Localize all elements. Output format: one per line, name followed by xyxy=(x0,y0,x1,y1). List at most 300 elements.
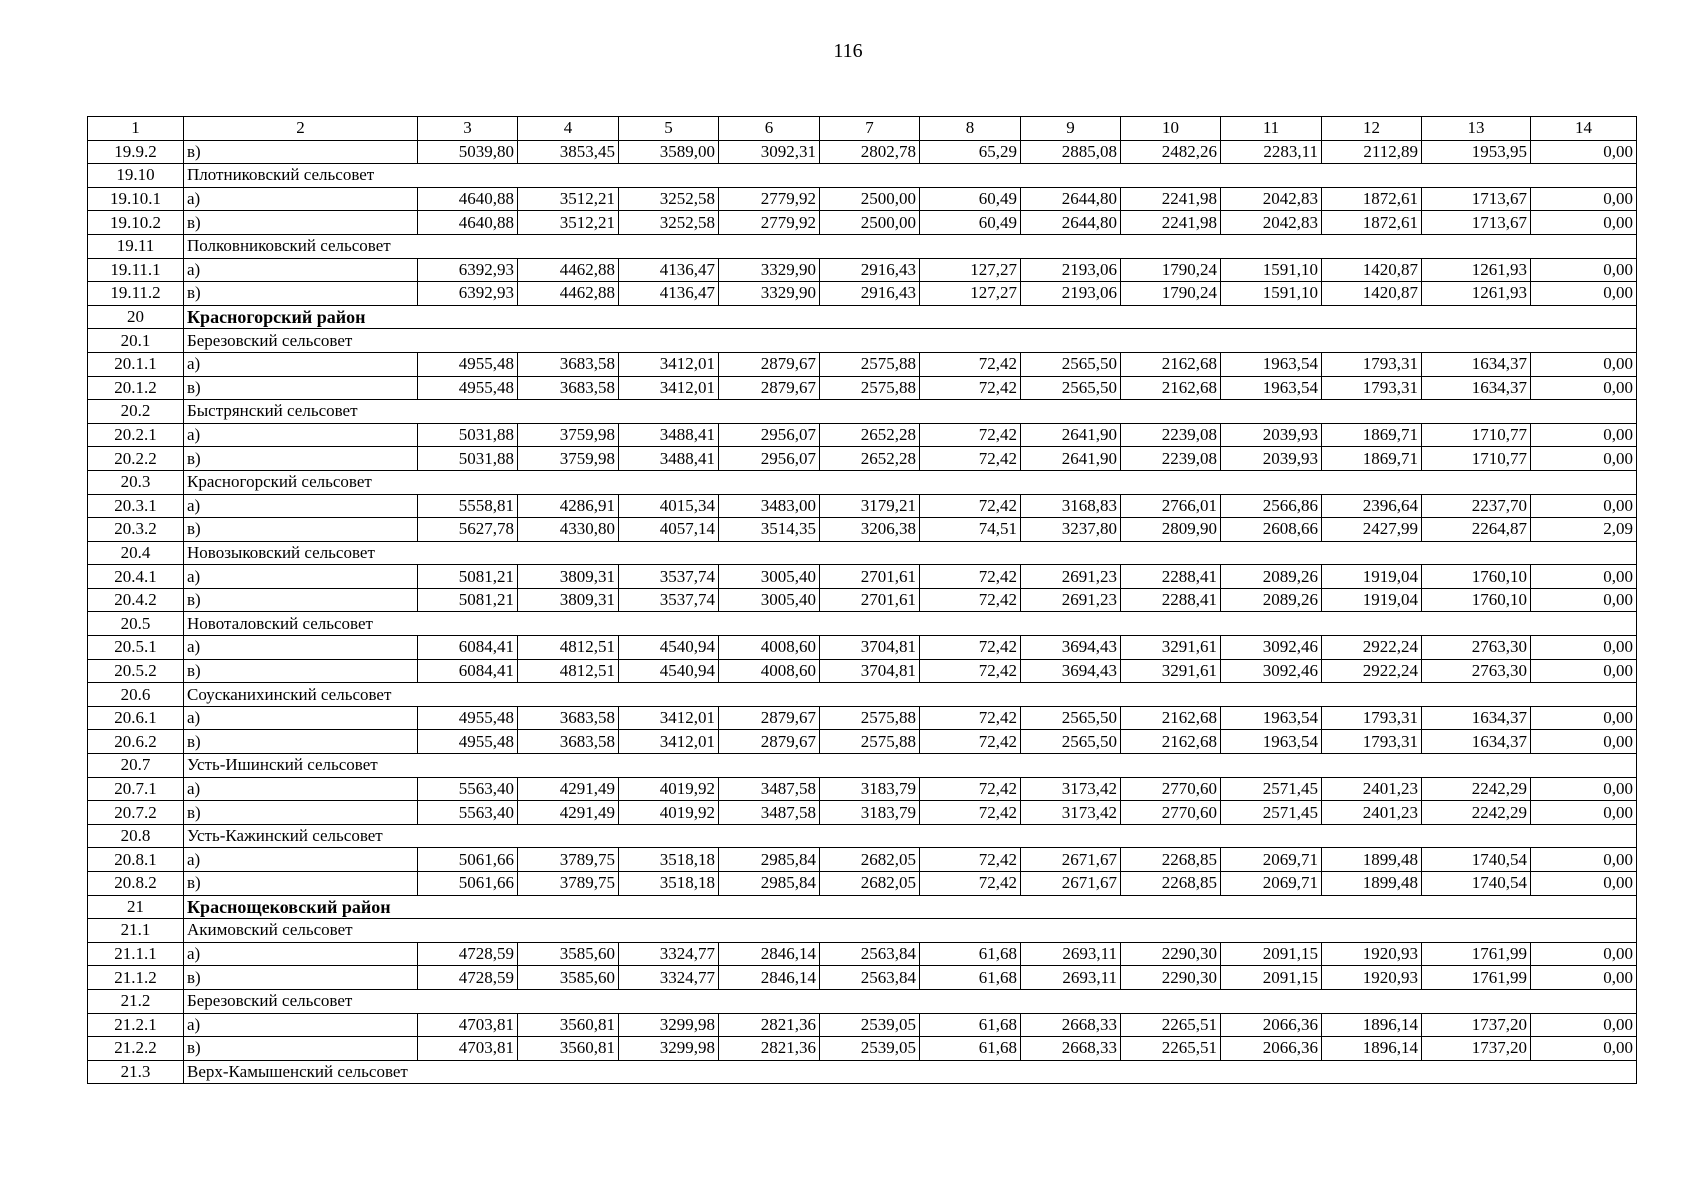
value-cell: 6392,93 xyxy=(418,282,518,306)
value-cell: 3518,18 xyxy=(619,872,719,896)
value-cell: 2162,68 xyxy=(1121,376,1221,400)
value-cell: 2239,08 xyxy=(1121,447,1221,471)
section-row xyxy=(88,234,1637,258)
value-cell: 4955,48 xyxy=(418,730,518,754)
value-cell: 3537,74 xyxy=(619,565,719,589)
section-row xyxy=(88,1060,1637,1084)
value-cell: 2265,51 xyxy=(1121,1037,1221,1061)
value-cell: 1737,20 xyxy=(1422,1037,1531,1061)
value-cell: 2242,29 xyxy=(1422,777,1531,801)
row-code: 20.1.1 xyxy=(88,352,184,376)
column-number-header: 9 xyxy=(1021,117,1121,141)
value-cell: 2563,84 xyxy=(820,966,920,990)
page-number: 116 xyxy=(833,40,863,62)
value-cell: 1737,20 xyxy=(1422,1013,1531,1037)
value-cell: 72,42 xyxy=(920,423,1021,447)
value-cell: 2162,68 xyxy=(1121,706,1221,730)
value-cell: 3560,81 xyxy=(518,1037,619,1061)
value-cell: 4019,92 xyxy=(619,777,719,801)
row-code: 20.5.2 xyxy=(88,659,184,683)
value-cell: 3512,21 xyxy=(518,187,619,211)
value-cell: 5031,88 xyxy=(418,423,518,447)
value-cell: 2162,68 xyxy=(1121,352,1221,376)
value-cell: 4640,88 xyxy=(418,187,518,211)
value-cell: 2922,24 xyxy=(1322,636,1422,660)
value-cell: 3005,40 xyxy=(719,588,820,612)
value-cell: 2237,70 xyxy=(1422,494,1531,518)
value-cell: 4955,48 xyxy=(418,352,518,376)
value-cell: 1963,54 xyxy=(1221,376,1322,400)
value-cell: 4955,48 xyxy=(418,376,518,400)
value-cell: 2641,90 xyxy=(1021,447,1121,471)
value-cell: 2288,41 xyxy=(1121,565,1221,589)
value-cell: 0,00 xyxy=(1531,636,1637,660)
row-label: а) xyxy=(184,636,418,660)
value-cell: 2691,23 xyxy=(1021,565,1121,589)
value-cell: 0,00 xyxy=(1531,140,1637,164)
value-cell: 127,27 xyxy=(920,282,1021,306)
value-cell: 3560,81 xyxy=(518,1013,619,1037)
table-row xyxy=(88,872,1637,896)
value-cell: 4540,94 xyxy=(619,659,719,683)
value-cell: 2575,88 xyxy=(820,706,920,730)
value-cell: 3412,01 xyxy=(619,730,719,754)
value-cell: 72,42 xyxy=(920,376,1021,400)
row-label: в) xyxy=(184,211,418,235)
value-cell: 1869,71 xyxy=(1322,447,1422,471)
table-row xyxy=(88,659,1637,683)
column-number-header: 10 xyxy=(1121,117,1221,141)
value-cell: 2482,26 xyxy=(1121,140,1221,164)
district-row xyxy=(88,305,1637,329)
value-cell: 2239,08 xyxy=(1121,423,1221,447)
table-row xyxy=(88,258,1637,282)
row-code: 19.10.1 xyxy=(88,187,184,211)
settlement-name: Березовский сельсовет xyxy=(184,989,1637,1013)
column-number-header: 8 xyxy=(920,117,1021,141)
value-cell: 3183,79 xyxy=(820,801,920,825)
header-row xyxy=(88,117,1637,141)
settlement-name: Красногорский сельсовет xyxy=(184,470,1637,494)
table-row xyxy=(88,706,1637,730)
value-cell: 2565,50 xyxy=(1021,730,1121,754)
value-cell: 1760,10 xyxy=(1422,565,1531,589)
section-row xyxy=(88,612,1637,636)
value-cell: 2290,30 xyxy=(1121,966,1221,990)
section-row xyxy=(88,919,1637,943)
value-cell: 3704,81 xyxy=(820,636,920,660)
value-cell: 3206,38 xyxy=(820,518,920,542)
value-cell: 2682,05 xyxy=(820,848,920,872)
value-cell: 2091,15 xyxy=(1221,942,1322,966)
row-code: 20.1 xyxy=(88,329,184,353)
value-cell: 1963,54 xyxy=(1221,706,1322,730)
value-cell: 5558,81 xyxy=(418,494,518,518)
value-cell: 0,00 xyxy=(1531,1037,1637,1061)
value-cell: 0,00 xyxy=(1531,777,1637,801)
row-label: в) xyxy=(184,801,418,825)
row-label: а) xyxy=(184,565,418,589)
value-cell: 1872,61 xyxy=(1322,211,1422,235)
value-cell: 3291,61 xyxy=(1121,636,1221,660)
value-cell: 3694,43 xyxy=(1021,636,1121,660)
value-cell: 5061,66 xyxy=(418,872,518,896)
table-row xyxy=(88,494,1637,518)
value-cell: 2770,60 xyxy=(1121,801,1221,825)
value-cell: 61,68 xyxy=(920,942,1021,966)
row-label: а) xyxy=(184,942,418,966)
value-cell: 4540,94 xyxy=(619,636,719,660)
value-cell: 0,00 xyxy=(1531,494,1637,518)
value-cell: 72,42 xyxy=(920,659,1021,683)
value-cell: 3683,58 xyxy=(518,730,619,754)
value-cell: 2652,28 xyxy=(820,423,920,447)
value-cell: 127,27 xyxy=(920,258,1021,282)
value-cell: 0,00 xyxy=(1531,706,1637,730)
value-cell: 3173,42 xyxy=(1021,777,1121,801)
value-cell: 2500,00 xyxy=(820,187,920,211)
value-cell: 2575,88 xyxy=(820,352,920,376)
table-row xyxy=(88,282,1637,306)
row-code: 20.5.1 xyxy=(88,636,184,660)
value-cell: 2701,61 xyxy=(820,588,920,612)
value-cell: 2691,23 xyxy=(1021,588,1121,612)
value-cell: 2821,36 xyxy=(719,1013,820,1037)
column-number-header: 2 xyxy=(184,117,418,141)
value-cell: 2770,60 xyxy=(1121,777,1221,801)
value-cell: 2956,07 xyxy=(719,447,820,471)
value-cell: 2565,50 xyxy=(1021,706,1121,730)
row-label: а) xyxy=(184,187,418,211)
value-cell: 2162,68 xyxy=(1121,730,1221,754)
value-cell: 1963,54 xyxy=(1221,730,1322,754)
value-cell: 0,00 xyxy=(1531,211,1637,235)
value-cell: 2039,93 xyxy=(1221,423,1322,447)
section-row xyxy=(88,754,1637,778)
column-number-header: 1 xyxy=(88,117,184,141)
value-cell: 72,42 xyxy=(920,801,1021,825)
value-cell: 2575,88 xyxy=(820,376,920,400)
value-cell: 3299,98 xyxy=(619,1013,719,1037)
value-cell: 1793,31 xyxy=(1322,352,1422,376)
value-cell: 1713,67 xyxy=(1422,211,1531,235)
value-cell: 1920,93 xyxy=(1322,966,1422,990)
value-cell: 2763,30 xyxy=(1422,659,1531,683)
row-label: в) xyxy=(184,588,418,612)
value-cell: 2268,85 xyxy=(1121,872,1221,896)
value-cell: 2039,93 xyxy=(1221,447,1322,471)
value-cell: 4703,81 xyxy=(418,1013,518,1037)
value-cell: 1740,54 xyxy=(1422,848,1531,872)
row-code: 19.10 xyxy=(88,164,184,188)
value-cell: 72,42 xyxy=(920,848,1021,872)
value-cell: 2193,06 xyxy=(1021,258,1121,282)
row-code: 20.5 xyxy=(88,612,184,636)
value-cell: 1963,54 xyxy=(1221,352,1322,376)
value-cell: 1896,14 xyxy=(1322,1037,1422,1061)
row-code: 20.6.2 xyxy=(88,730,184,754)
table-row xyxy=(88,588,1637,612)
value-cell: 2922,24 xyxy=(1322,659,1422,683)
row-label: в) xyxy=(184,659,418,683)
value-cell: 1793,31 xyxy=(1322,730,1422,754)
settlement-name: Усть-Кажинский сельсовет xyxy=(184,824,1637,848)
table-row xyxy=(88,565,1637,589)
value-cell: 4728,59 xyxy=(418,966,518,990)
row-code: 20.6.1 xyxy=(88,706,184,730)
value-cell: 2091,15 xyxy=(1221,966,1322,990)
section-row xyxy=(88,164,1637,188)
value-cell: 3324,77 xyxy=(619,966,719,990)
column-number-header: 4 xyxy=(518,117,619,141)
section-row xyxy=(88,824,1637,848)
value-cell: 1634,37 xyxy=(1422,730,1531,754)
row-code: 20.1.2 xyxy=(88,376,184,400)
settlement-name: Быстрянский сельсовет xyxy=(184,400,1637,424)
value-cell: 4330,80 xyxy=(518,518,619,542)
row-code: 19.10.2 xyxy=(88,211,184,235)
section-row xyxy=(88,329,1637,353)
value-cell: 2644,80 xyxy=(1021,211,1121,235)
value-cell: 60,49 xyxy=(920,187,1021,211)
value-cell: 3809,31 xyxy=(518,565,619,589)
value-cell: 4812,51 xyxy=(518,636,619,660)
value-cell: 2682,05 xyxy=(820,872,920,896)
value-cell: 2066,36 xyxy=(1221,1013,1322,1037)
value-cell: 2809,90 xyxy=(1121,518,1221,542)
table-row xyxy=(88,187,1637,211)
value-cell: 3168,83 xyxy=(1021,494,1121,518)
value-cell: 2265,51 xyxy=(1121,1013,1221,1037)
value-cell: 1634,37 xyxy=(1422,352,1531,376)
value-cell: 3589,00 xyxy=(619,140,719,164)
column-number-header: 11 xyxy=(1221,117,1322,141)
value-cell: 2956,07 xyxy=(719,423,820,447)
value-cell: 2069,71 xyxy=(1221,848,1322,872)
row-label: в) xyxy=(184,1037,418,1061)
value-cell: 1261,93 xyxy=(1422,258,1531,282)
value-cell: 1953,95 xyxy=(1422,140,1531,164)
value-cell: 4057,14 xyxy=(619,518,719,542)
row-code: 19.11.1 xyxy=(88,258,184,282)
row-label: в) xyxy=(184,730,418,754)
column-number-header: 13 xyxy=(1422,117,1531,141)
value-cell: 65,29 xyxy=(920,140,1021,164)
tariff-table xyxy=(87,116,1637,1084)
value-cell: 3412,01 xyxy=(619,706,719,730)
section-row xyxy=(88,683,1637,707)
row-code: 21.2.2 xyxy=(88,1037,184,1061)
value-cell: 2565,50 xyxy=(1021,352,1121,376)
row-code: 19.11.2 xyxy=(88,282,184,306)
value-cell: 3514,35 xyxy=(719,518,820,542)
value-cell: 5627,78 xyxy=(418,518,518,542)
row-code: 21.3 xyxy=(88,1060,184,1084)
value-cell: 3237,80 xyxy=(1021,518,1121,542)
row-label: в) xyxy=(184,966,418,990)
value-cell: 1591,10 xyxy=(1221,282,1322,306)
value-cell: 3537,74 xyxy=(619,588,719,612)
value-cell: 72,42 xyxy=(920,777,1021,801)
value-cell: 72,42 xyxy=(920,447,1021,471)
value-cell: 1793,31 xyxy=(1322,376,1422,400)
value-cell: 3005,40 xyxy=(719,565,820,589)
value-cell: 1760,10 xyxy=(1422,588,1531,612)
value-cell: 1634,37 xyxy=(1422,706,1531,730)
row-code: 20.7 xyxy=(88,754,184,778)
value-cell: 4462,88 xyxy=(518,282,619,306)
value-cell: 2112,89 xyxy=(1322,140,1422,164)
value-cell: 0,00 xyxy=(1531,423,1637,447)
row-code: 20.2.2 xyxy=(88,447,184,471)
value-cell: 0,00 xyxy=(1531,966,1637,990)
settlement-name: Новоталовский сельсовет xyxy=(184,612,1637,636)
row-code: 21.2 xyxy=(88,989,184,1013)
row-code: 19.11 xyxy=(88,234,184,258)
row-label: в) xyxy=(184,447,418,471)
value-cell: 1896,14 xyxy=(1322,1013,1422,1037)
value-cell: 3252,58 xyxy=(619,187,719,211)
value-cell: 1793,31 xyxy=(1322,706,1422,730)
table-row xyxy=(88,423,1637,447)
value-cell: 0,00 xyxy=(1531,730,1637,754)
value-cell: 5081,21 xyxy=(418,588,518,612)
value-cell: 3585,60 xyxy=(518,966,619,990)
column-number-header: 12 xyxy=(1322,117,1422,141)
value-cell: 2802,78 xyxy=(820,140,920,164)
value-cell: 3483,00 xyxy=(719,494,820,518)
value-cell: 3585,60 xyxy=(518,942,619,966)
table-row xyxy=(88,1037,1637,1061)
value-cell: 1761,99 xyxy=(1422,942,1531,966)
value-cell: 2283,11 xyxy=(1221,140,1322,164)
row-label: в) xyxy=(184,518,418,542)
value-cell: 3412,01 xyxy=(619,352,719,376)
settlement-name: Соусканихинский сельсовет xyxy=(184,683,1637,707)
value-cell: 72,42 xyxy=(920,494,1021,518)
value-cell: 1634,37 xyxy=(1422,376,1531,400)
value-cell: 2571,45 xyxy=(1221,801,1322,825)
value-cell: 3683,58 xyxy=(518,706,619,730)
value-cell: 3809,31 xyxy=(518,588,619,612)
value-cell: 3412,01 xyxy=(619,376,719,400)
value-cell: 1790,24 xyxy=(1121,258,1221,282)
value-cell: 3789,75 xyxy=(518,872,619,896)
value-cell: 4955,48 xyxy=(418,706,518,730)
row-code: 20.8.2 xyxy=(88,872,184,896)
row-code: 20.8 xyxy=(88,824,184,848)
value-cell: 3329,90 xyxy=(719,258,820,282)
value-cell: 1420,87 xyxy=(1322,282,1422,306)
value-cell: 0,00 xyxy=(1531,282,1637,306)
value-cell: 1713,67 xyxy=(1422,187,1531,211)
value-cell: 6084,41 xyxy=(418,659,518,683)
row-code: 21.1.1 xyxy=(88,942,184,966)
value-cell: 61,68 xyxy=(920,1013,1021,1037)
table-row xyxy=(88,447,1637,471)
value-cell: 4462,88 xyxy=(518,258,619,282)
section-row xyxy=(88,989,1637,1013)
value-cell: 4291,49 xyxy=(518,777,619,801)
column-number-header: 6 xyxy=(719,117,820,141)
value-cell: 2290,30 xyxy=(1121,942,1221,966)
settlement-name: Усть-Ишинский сельсовет xyxy=(184,754,1637,778)
value-cell: 3324,77 xyxy=(619,942,719,966)
value-cell: 2671,67 xyxy=(1021,872,1121,896)
value-cell: 4136,47 xyxy=(619,258,719,282)
value-cell: 3173,42 xyxy=(1021,801,1121,825)
value-cell: 0,00 xyxy=(1531,872,1637,896)
value-cell: 4008,60 xyxy=(719,636,820,660)
value-cell: 0,00 xyxy=(1531,659,1637,683)
value-cell: 6084,41 xyxy=(418,636,518,660)
value-cell: 3252,58 xyxy=(619,211,719,235)
value-cell: 4008,60 xyxy=(719,659,820,683)
value-cell: 1919,04 xyxy=(1322,588,1422,612)
column-number-header: 3 xyxy=(418,117,518,141)
value-cell: 2089,26 xyxy=(1221,588,1322,612)
value-cell: 0,00 xyxy=(1531,258,1637,282)
value-cell: 3512,21 xyxy=(518,211,619,235)
row-code: 21.2.1 xyxy=(88,1013,184,1037)
value-cell: 3759,98 xyxy=(518,447,619,471)
value-cell: 1790,24 xyxy=(1121,282,1221,306)
value-cell: 2401,23 xyxy=(1322,801,1422,825)
value-cell: 2779,92 xyxy=(719,211,820,235)
value-cell: 3092,31 xyxy=(719,140,820,164)
table-body xyxy=(88,117,1637,1084)
value-cell: 1710,77 xyxy=(1422,423,1531,447)
table-row xyxy=(88,1013,1637,1037)
value-cell: 2652,28 xyxy=(820,447,920,471)
row-code: 20.3.2 xyxy=(88,518,184,542)
settlement-name: Полковниковский сельсовет xyxy=(184,234,1637,258)
value-cell: 2879,67 xyxy=(719,352,820,376)
value-cell: 2693,11 xyxy=(1021,942,1121,966)
value-cell: 2242,29 xyxy=(1422,801,1531,825)
value-cell: 2671,67 xyxy=(1021,848,1121,872)
column-number-header: 7 xyxy=(820,117,920,141)
value-cell: 1740,54 xyxy=(1422,872,1531,896)
value-cell: 1899,48 xyxy=(1322,872,1422,896)
settlement-name: Верх-Камышенский сельсовет xyxy=(184,1060,1637,1084)
value-cell: 0,00 xyxy=(1531,801,1637,825)
settlement-name: Березовский сельсовет xyxy=(184,329,1637,353)
value-cell: 3853,45 xyxy=(518,140,619,164)
value-cell: 1710,77 xyxy=(1422,447,1531,471)
value-cell: 2401,23 xyxy=(1322,777,1422,801)
value-cell: 2985,84 xyxy=(719,848,820,872)
settlement-name: Акимовский сельсовет xyxy=(184,919,1637,943)
value-cell: 3092,46 xyxy=(1221,659,1322,683)
value-cell: 5031,88 xyxy=(418,447,518,471)
value-cell: 2916,43 xyxy=(820,258,920,282)
value-cell: 4703,81 xyxy=(418,1037,518,1061)
row-code: 21 xyxy=(88,895,184,919)
value-cell: 5563,40 xyxy=(418,777,518,801)
value-cell: 2241,98 xyxy=(1121,187,1221,211)
value-cell: 5061,66 xyxy=(418,848,518,872)
settlement-name: Новозыковский сельсовет xyxy=(184,541,1637,565)
value-cell: 2575,88 xyxy=(820,730,920,754)
value-cell: 0,00 xyxy=(1531,942,1637,966)
value-cell: 4291,49 xyxy=(518,801,619,825)
row-label: а) xyxy=(184,423,418,447)
value-cell: 2668,33 xyxy=(1021,1037,1121,1061)
table-row xyxy=(88,140,1637,164)
value-cell: 2427,99 xyxy=(1322,518,1422,542)
value-cell: 4640,88 xyxy=(418,211,518,235)
